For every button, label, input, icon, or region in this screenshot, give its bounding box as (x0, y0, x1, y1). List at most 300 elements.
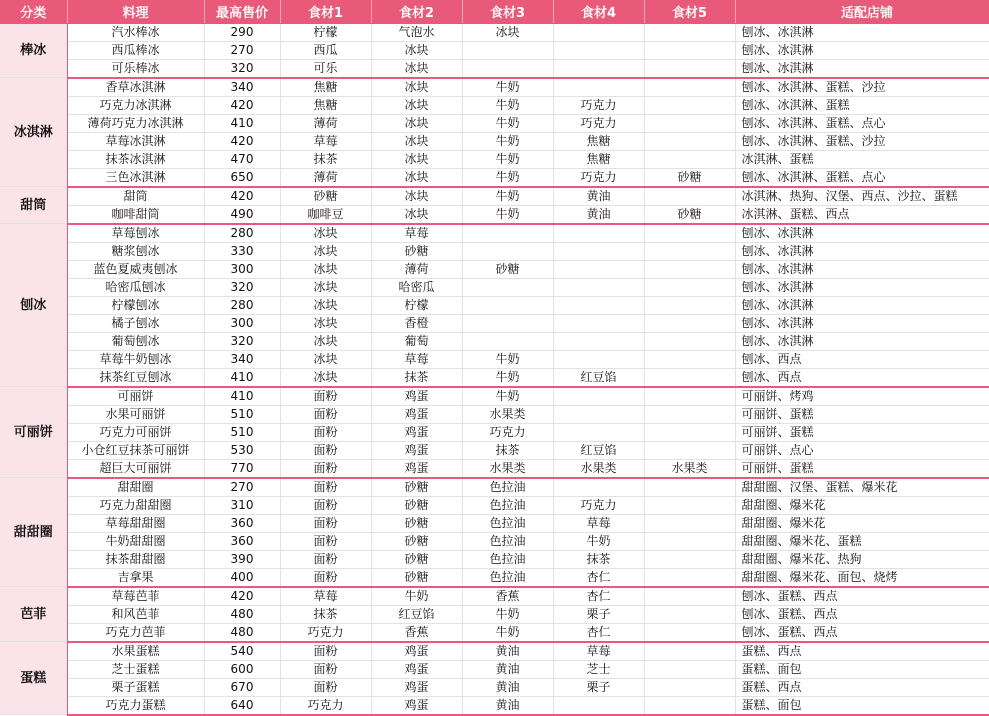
dish-cell: 哈密瓜刨冰 (67, 278, 204, 296)
dish-cell: 超巨大可丽饼 (67, 459, 204, 478)
ingredient-2-cell: 砂糖 (371, 496, 462, 514)
table-row (0, 350, 989, 368)
ingredient-1-cell: 草莓 (280, 587, 371, 606)
dish-cell: 巧克力冰淇淋 (67, 96, 204, 114)
table-row (0, 660, 989, 678)
ingredient-3-cell (462, 41, 553, 59)
stores-cell: 刨冰、冰淇淋 (735, 260, 989, 278)
table-row (0, 78, 989, 97)
max-price-cell: 420 (204, 96, 280, 114)
ingredient-1-cell: 面粉 (280, 405, 371, 423)
header-ingredient-5: 食材5 (644, 0, 735, 23)
ingredient-3-cell (462, 278, 553, 296)
dish-cell: 三色冰淇淋 (67, 168, 204, 187)
ingredient-5-cell (644, 496, 735, 514)
ingredient-5-cell: 砂糖 (644, 168, 735, 187)
dish-cell: 汽水棒冰 (67, 23, 204, 41)
table-row (0, 59, 989, 78)
ingredient-3-cell: 牛奶 (462, 187, 553, 206)
ingredient-3-cell: 砂糖 (462, 260, 553, 278)
ingredient-2-cell: 鸡蛋 (371, 696, 462, 715)
ingredient-5-cell (644, 550, 735, 568)
dish-cell: 和风芭菲 (67, 605, 204, 623)
dish-cell: 咖啡甜筒 (67, 205, 204, 224)
ingredient-1-cell: 西瓜 (280, 41, 371, 59)
table-row (0, 296, 989, 314)
ingredient-4-cell: 栗子 (553, 678, 644, 696)
ingredient-2-cell: 砂糖 (371, 568, 462, 587)
ingredient-2-cell: 砂糖 (371, 514, 462, 532)
ingredient-3-cell: 色拉油 (462, 568, 553, 587)
ingredient-5-cell (644, 187, 735, 206)
table-row (0, 224, 989, 243)
max-price-cell: 320 (204, 332, 280, 350)
ingredient-4-cell: 栗子 (553, 605, 644, 623)
max-price-cell: 310 (204, 496, 280, 514)
header-max-price: 最高售价 (204, 0, 280, 23)
ingredient-3-cell: 色拉油 (462, 514, 553, 532)
ingredient-2-cell: 冰块 (371, 96, 462, 114)
table-row (0, 187, 989, 206)
ingredient-4-cell: 红豆馅 (553, 368, 644, 387)
ingredient-2-cell: 冰块 (371, 78, 462, 97)
table-row (0, 678, 989, 696)
ingredient-5-cell (644, 405, 735, 423)
max-price-cell: 510 (204, 405, 280, 423)
ingredient-4-cell (553, 41, 644, 59)
stores-cell: 刨冰、冰淇淋 (735, 59, 989, 78)
ingredient-1-cell: 焦糖 (280, 78, 371, 97)
table-body (0, 23, 989, 715)
category-cell: 蛋糕 (0, 642, 67, 715)
table-row (0, 205, 989, 224)
ingredient-1-cell: 冰块 (280, 314, 371, 332)
ingredient-2-cell: 冰块 (371, 150, 462, 168)
ingredient-1-cell: 薄荷 (280, 168, 371, 187)
stores-cell: 甜甜圈、爆米花、面包、烧烤 (735, 568, 989, 587)
dish-cell: 糖浆刨冰 (67, 242, 204, 260)
ingredient-5-cell (644, 332, 735, 350)
ingredient-5-cell (644, 568, 735, 587)
ingredient-3-cell: 牛奶 (462, 387, 553, 406)
max-price-cell: 400 (204, 568, 280, 587)
ingredient-3-cell: 牛奶 (462, 623, 553, 642)
ingredient-5-cell (644, 114, 735, 132)
max-price-cell: 340 (204, 78, 280, 97)
ingredient-2-cell: 草莓 (371, 350, 462, 368)
dish-cell: 蓝色夏威夷刨冰 (67, 260, 204, 278)
stores-cell: 刨冰、冰淇淋 (735, 41, 989, 59)
ingredient-3-cell: 色拉油 (462, 496, 553, 514)
dish-cell: 可乐棒冰 (67, 59, 204, 78)
ingredient-1-cell: 面粉 (280, 423, 371, 441)
max-price-cell: 330 (204, 242, 280, 260)
max-price-cell: 320 (204, 59, 280, 78)
ingredient-1-cell: 薄荷 (280, 114, 371, 132)
ingredient-5-cell (644, 623, 735, 642)
table-row (0, 423, 989, 441)
max-price-cell: 530 (204, 441, 280, 459)
ingredient-5-cell (644, 23, 735, 41)
stores-cell: 刨冰、冰淇淋、蛋糕、沙拉 (735, 132, 989, 150)
ingredient-2-cell: 草莓 (371, 224, 462, 243)
dish-cell: 抹茶冰淇淋 (67, 150, 204, 168)
ingredient-2-cell: 砂糖 (371, 532, 462, 550)
dish-cell: 甜筒 (67, 187, 204, 206)
stores-cell: 蛋糕、面包 (735, 660, 989, 678)
ingredient-3-cell: 香蕉 (462, 587, 553, 606)
max-price-cell: 280 (204, 224, 280, 243)
ingredient-4-cell: 水果类 (553, 459, 644, 478)
max-price-cell: 670 (204, 678, 280, 696)
ingredient-5-cell (644, 387, 735, 406)
ingredient-4-cell (553, 78, 644, 97)
stores-cell: 刨冰、冰淇淋 (735, 296, 989, 314)
ingredient-5-cell (644, 260, 735, 278)
ingredient-5-cell (644, 242, 735, 260)
category-cell: 甜甜圈 (0, 478, 67, 587)
ingredient-1-cell: 咖啡豆 (280, 205, 371, 224)
dish-cell: 橘子刨冰 (67, 314, 204, 332)
max-price-cell: 410 (204, 387, 280, 406)
ingredient-5-cell (644, 532, 735, 550)
table-row (0, 368, 989, 387)
ingredient-3-cell: 巧克力 (462, 423, 553, 441)
dish-cell: 栗子蛋糕 (67, 678, 204, 696)
stores-cell: 可丽饼、蛋糕 (735, 423, 989, 441)
category-cell: 棒冰 (0, 23, 67, 78)
stores-cell: 蛋糕、西点 (735, 642, 989, 661)
max-price-cell: 300 (204, 260, 280, 278)
table-row (0, 642, 989, 661)
max-price-cell: 270 (204, 41, 280, 59)
ingredient-5-cell (644, 278, 735, 296)
header-ingredient-4: 食材4 (553, 0, 644, 23)
ingredient-2-cell: 鸡蛋 (371, 642, 462, 661)
stores-cell: 蛋糕、西点 (735, 678, 989, 696)
max-price-cell: 420 (204, 587, 280, 606)
ingredient-2-cell: 冰块 (371, 41, 462, 59)
dish-cell: 巧克力蛋糕 (67, 696, 204, 715)
ingredient-2-cell: 冰块 (371, 168, 462, 187)
category-cell: 芭菲 (0, 587, 67, 642)
ingredient-3-cell: 牛奶 (462, 78, 553, 97)
ingredient-2-cell: 抹茶 (371, 368, 462, 387)
ingredient-4-cell (553, 350, 644, 368)
ingredient-1-cell: 冰块 (280, 224, 371, 243)
table-row (0, 242, 989, 260)
ingredient-4-cell: 焦糖 (553, 150, 644, 168)
category-cell: 可丽饼 (0, 387, 67, 478)
stores-cell: 刨冰、冰淇淋、蛋糕、沙拉 (735, 78, 989, 97)
max-price-cell: 360 (204, 514, 280, 532)
ingredient-1-cell: 面粉 (280, 478, 371, 497)
stores-cell: 冰淇淋、蛋糕 (735, 150, 989, 168)
stores-cell: 甜甜圈、爆米花 (735, 496, 989, 514)
ingredient-1-cell: 冰块 (280, 296, 371, 314)
stores-cell: 刨冰、冰淇淋、蛋糕、点心 (735, 168, 989, 187)
max-price-cell: 490 (204, 205, 280, 224)
ingredient-2-cell: 薄荷 (371, 260, 462, 278)
ingredient-1-cell: 冰块 (280, 350, 371, 368)
ingredient-4-cell: 巧克力 (553, 496, 644, 514)
ingredient-3-cell: 色拉油 (462, 478, 553, 497)
stores-cell: 甜甜圈、爆米花 (735, 514, 989, 532)
ingredient-5-cell (644, 41, 735, 59)
dish-cell: 柠檬刨冰 (67, 296, 204, 314)
ingredient-1-cell: 焦糖 (280, 96, 371, 114)
stores-cell: 刨冰、西点 (735, 368, 989, 387)
stores-cell: 冰淇淋、蛋糕、西点 (735, 205, 989, 224)
max-price-cell: 420 (204, 132, 280, 150)
ingredient-2-cell: 冰块 (371, 205, 462, 224)
dish-cell: 香草冰淇淋 (67, 78, 204, 97)
dish-cell: 巧克力可丽饼 (67, 423, 204, 441)
ingredient-5-cell (644, 605, 735, 623)
stores-cell: 刨冰、西点 (735, 350, 989, 368)
stores-cell: 刨冰、冰淇淋 (735, 278, 989, 296)
ingredient-1-cell: 面粉 (280, 387, 371, 406)
max-price-cell: 770 (204, 459, 280, 478)
table-row (0, 332, 989, 350)
category-cell: 刨冰 (0, 224, 67, 387)
stores-cell: 甜甜圈、汉堡、蛋糕、爆米花 (735, 478, 989, 497)
dish-cell: 小仓红豆抹茶可丽饼 (67, 441, 204, 459)
stores-cell: 刨冰、冰淇淋 (735, 224, 989, 243)
ingredient-3-cell: 冰块 (462, 23, 553, 41)
table-row (0, 150, 989, 168)
ingredient-3-cell: 牛奶 (462, 132, 553, 150)
ingredient-4-cell: 黄油 (553, 187, 644, 206)
ingredient-2-cell: 鸡蛋 (371, 660, 462, 678)
ingredient-1-cell: 面粉 (280, 441, 371, 459)
ingredient-1-cell: 巧克力 (280, 623, 371, 642)
ingredient-2-cell: 鸡蛋 (371, 459, 462, 478)
dish-cell: 草莓刨冰 (67, 224, 204, 243)
ingredient-1-cell: 面粉 (280, 568, 371, 587)
ingredient-4-cell: 黄油 (553, 205, 644, 224)
ingredient-2-cell: 气泡水 (371, 23, 462, 41)
stores-cell: 刨冰、冰淇淋 (735, 314, 989, 332)
stores-cell: 甜甜圈、爆米花、热狗 (735, 550, 989, 568)
ingredient-4-cell (553, 296, 644, 314)
ingredient-5-cell (644, 78, 735, 97)
max-price-cell: 280 (204, 296, 280, 314)
dish-cell: 葡萄刨冰 (67, 332, 204, 350)
ingredient-4-cell: 焦糖 (553, 132, 644, 150)
stores-cell: 刨冰、冰淇淋 (735, 23, 989, 41)
table-row (0, 478, 989, 497)
header-ingredient-1: 食材1 (280, 0, 371, 23)
ingredient-3-cell: 水果类 (462, 405, 553, 423)
ingredient-4-cell: 巧克力 (553, 114, 644, 132)
ingredient-2-cell: 冰块 (371, 187, 462, 206)
table-row (0, 568, 989, 587)
table-row (0, 496, 989, 514)
ingredient-4-cell: 杏仁 (553, 623, 644, 642)
table-row (0, 605, 989, 623)
ingredient-2-cell: 砂糖 (371, 242, 462, 260)
ingredient-1-cell: 面粉 (280, 550, 371, 568)
ingredient-3-cell: 黄油 (462, 678, 553, 696)
table-row (0, 23, 989, 41)
ingredient-2-cell: 鸡蛋 (371, 678, 462, 696)
ingredient-5-cell (644, 350, 735, 368)
ingredient-3-cell: 黄油 (462, 642, 553, 661)
stores-cell: 刨冰、冰淇淋、蛋糕 (735, 96, 989, 114)
ingredient-4-cell (553, 696, 644, 715)
dish-cell: 巧克力甜甜圈 (67, 496, 204, 514)
ingredient-4-cell (553, 314, 644, 332)
category-cell: 冰淇淋 (0, 78, 67, 187)
ingredient-5-cell (644, 678, 735, 696)
ingredient-5-cell (644, 59, 735, 78)
ingredient-5-cell: 砂糖 (644, 205, 735, 224)
stores-cell: 可丽饼、蛋糕 (735, 459, 989, 478)
ingredient-3-cell (462, 296, 553, 314)
ingredient-2-cell: 柠檬 (371, 296, 462, 314)
header-row (0, 0, 989, 23)
ingredient-1-cell: 巧克力 (280, 696, 371, 715)
ingredient-3-cell: 牛奶 (462, 350, 553, 368)
table-row (0, 441, 989, 459)
dish-cell: 可丽饼 (67, 387, 204, 406)
ingredient-3-cell: 抹茶 (462, 441, 553, 459)
ingredient-4-cell (553, 478, 644, 497)
max-price-cell: 480 (204, 605, 280, 623)
header-stores: 适配店铺 (735, 0, 989, 23)
table-row (0, 405, 989, 423)
dish-cell: 甜甜圈 (67, 478, 204, 497)
ingredient-2-cell: 鸡蛋 (371, 423, 462, 441)
ingredient-1-cell: 冰块 (280, 260, 371, 278)
table-row (0, 459, 989, 478)
ingredient-2-cell: 红豆馅 (371, 605, 462, 623)
max-price-cell: 320 (204, 278, 280, 296)
ingredient-5-cell (644, 478, 735, 497)
ingredient-5-cell (644, 423, 735, 441)
ingredient-1-cell: 可乐 (280, 59, 371, 78)
ingredient-5-cell (644, 441, 735, 459)
max-price-cell: 480 (204, 623, 280, 642)
ingredient-3-cell: 黄油 (462, 660, 553, 678)
table-row (0, 514, 989, 532)
table-row (0, 550, 989, 568)
ingredient-5-cell (644, 368, 735, 387)
header-ingredient-3: 食材3 (462, 0, 553, 23)
ingredient-5-cell (644, 132, 735, 150)
ingredient-1-cell: 柠檬 (280, 23, 371, 41)
ingredient-4-cell: 巧克力 (553, 168, 644, 187)
ingredient-3-cell: 水果类 (462, 459, 553, 478)
max-price-cell: 540 (204, 642, 280, 661)
ingredient-4-cell (553, 423, 644, 441)
ingredient-3-cell (462, 242, 553, 260)
ingredient-5-cell (644, 660, 735, 678)
stores-cell: 刨冰、蛋糕、西点 (735, 623, 989, 642)
ingredient-3-cell: 牛奶 (462, 150, 553, 168)
max-price-cell: 600 (204, 660, 280, 678)
category-cell: 甜筒 (0, 187, 67, 224)
ingredient-4-cell (553, 278, 644, 296)
ingredient-3-cell: 牛奶 (462, 368, 553, 387)
ingredient-5-cell (644, 314, 735, 332)
ingredient-4-cell (553, 260, 644, 278)
ingredient-1-cell: 面粉 (280, 496, 371, 514)
ingredient-1-cell: 砂糖 (280, 187, 371, 206)
ingredient-2-cell: 鸡蛋 (371, 405, 462, 423)
dish-cell: 草莓牛奶刨冰 (67, 350, 204, 368)
ingredient-3-cell: 牛奶 (462, 168, 553, 187)
ingredient-1-cell: 抹茶 (280, 605, 371, 623)
max-price-cell: 410 (204, 114, 280, 132)
stores-cell: 刨冰、冰淇淋 (735, 332, 989, 350)
ingredient-1-cell: 面粉 (280, 660, 371, 678)
ingredient-3-cell: 色拉油 (462, 532, 553, 550)
dish-cell: 薄荷巧克力冰淇淋 (67, 114, 204, 132)
ingredient-2-cell: 牛奶 (371, 587, 462, 606)
stores-cell: 蛋糕、面包 (735, 696, 989, 715)
ingredient-3-cell: 黄油 (462, 696, 553, 715)
ingredient-2-cell: 香蕉 (371, 623, 462, 642)
dish-cell: 芝士蛋糕 (67, 660, 204, 678)
header-ingredient-2: 食材2 (371, 0, 462, 23)
ingredient-5-cell (644, 224, 735, 243)
ingredient-3-cell (462, 224, 553, 243)
ingredient-1-cell: 面粉 (280, 642, 371, 661)
ingredient-4-cell: 抹茶 (553, 550, 644, 568)
ingredient-2-cell: 鸡蛋 (371, 387, 462, 406)
ingredient-5-cell (644, 296, 735, 314)
stores-cell: 刨冰、冰淇淋、蛋糕、点心 (735, 114, 989, 132)
ingredient-2-cell: 葡萄 (371, 332, 462, 350)
ingredient-1-cell: 冰块 (280, 278, 371, 296)
table-row (0, 260, 989, 278)
ingredient-4-cell: 芝士 (553, 660, 644, 678)
ingredient-4-cell (553, 59, 644, 78)
ingredient-1-cell: 冰块 (280, 242, 371, 260)
stores-cell: 刨冰、蛋糕、西点 (735, 587, 989, 606)
table-row (0, 132, 989, 150)
ingredient-5-cell (644, 150, 735, 168)
ingredient-2-cell: 冰块 (371, 132, 462, 150)
ingredient-3-cell: 牛奶 (462, 605, 553, 623)
ingredient-4-cell: 巧克力 (553, 96, 644, 114)
dish-cell: 水果可丽饼 (67, 405, 204, 423)
table-row (0, 387, 989, 406)
max-price-cell: 300 (204, 314, 280, 332)
ingredient-2-cell: 砂糖 (371, 478, 462, 497)
stores-cell: 刨冰、蛋糕、西点 (735, 605, 989, 623)
ingredient-2-cell: 鸡蛋 (371, 441, 462, 459)
dish-cell: 抹茶红豆刨冰 (67, 368, 204, 387)
max-price-cell: 270 (204, 478, 280, 497)
ingredient-2-cell: 冰块 (371, 59, 462, 78)
ingredient-2-cell: 冰块 (371, 114, 462, 132)
ingredient-3-cell: 牛奶 (462, 205, 553, 224)
ingredient-5-cell (644, 642, 735, 661)
max-price-cell: 290 (204, 23, 280, 41)
max-price-cell: 410 (204, 368, 280, 387)
ingredient-1-cell: 面粉 (280, 459, 371, 478)
ingredient-2-cell: 砂糖 (371, 550, 462, 568)
stores-cell: 可丽饼、蛋糕 (735, 405, 989, 423)
dish-cell: 草莓芭菲 (67, 587, 204, 606)
max-price-cell: 340 (204, 350, 280, 368)
max-price-cell: 650 (204, 168, 280, 187)
dish-cell: 草莓冰淇淋 (67, 132, 204, 150)
ingredient-4-cell: 杏仁 (553, 568, 644, 587)
